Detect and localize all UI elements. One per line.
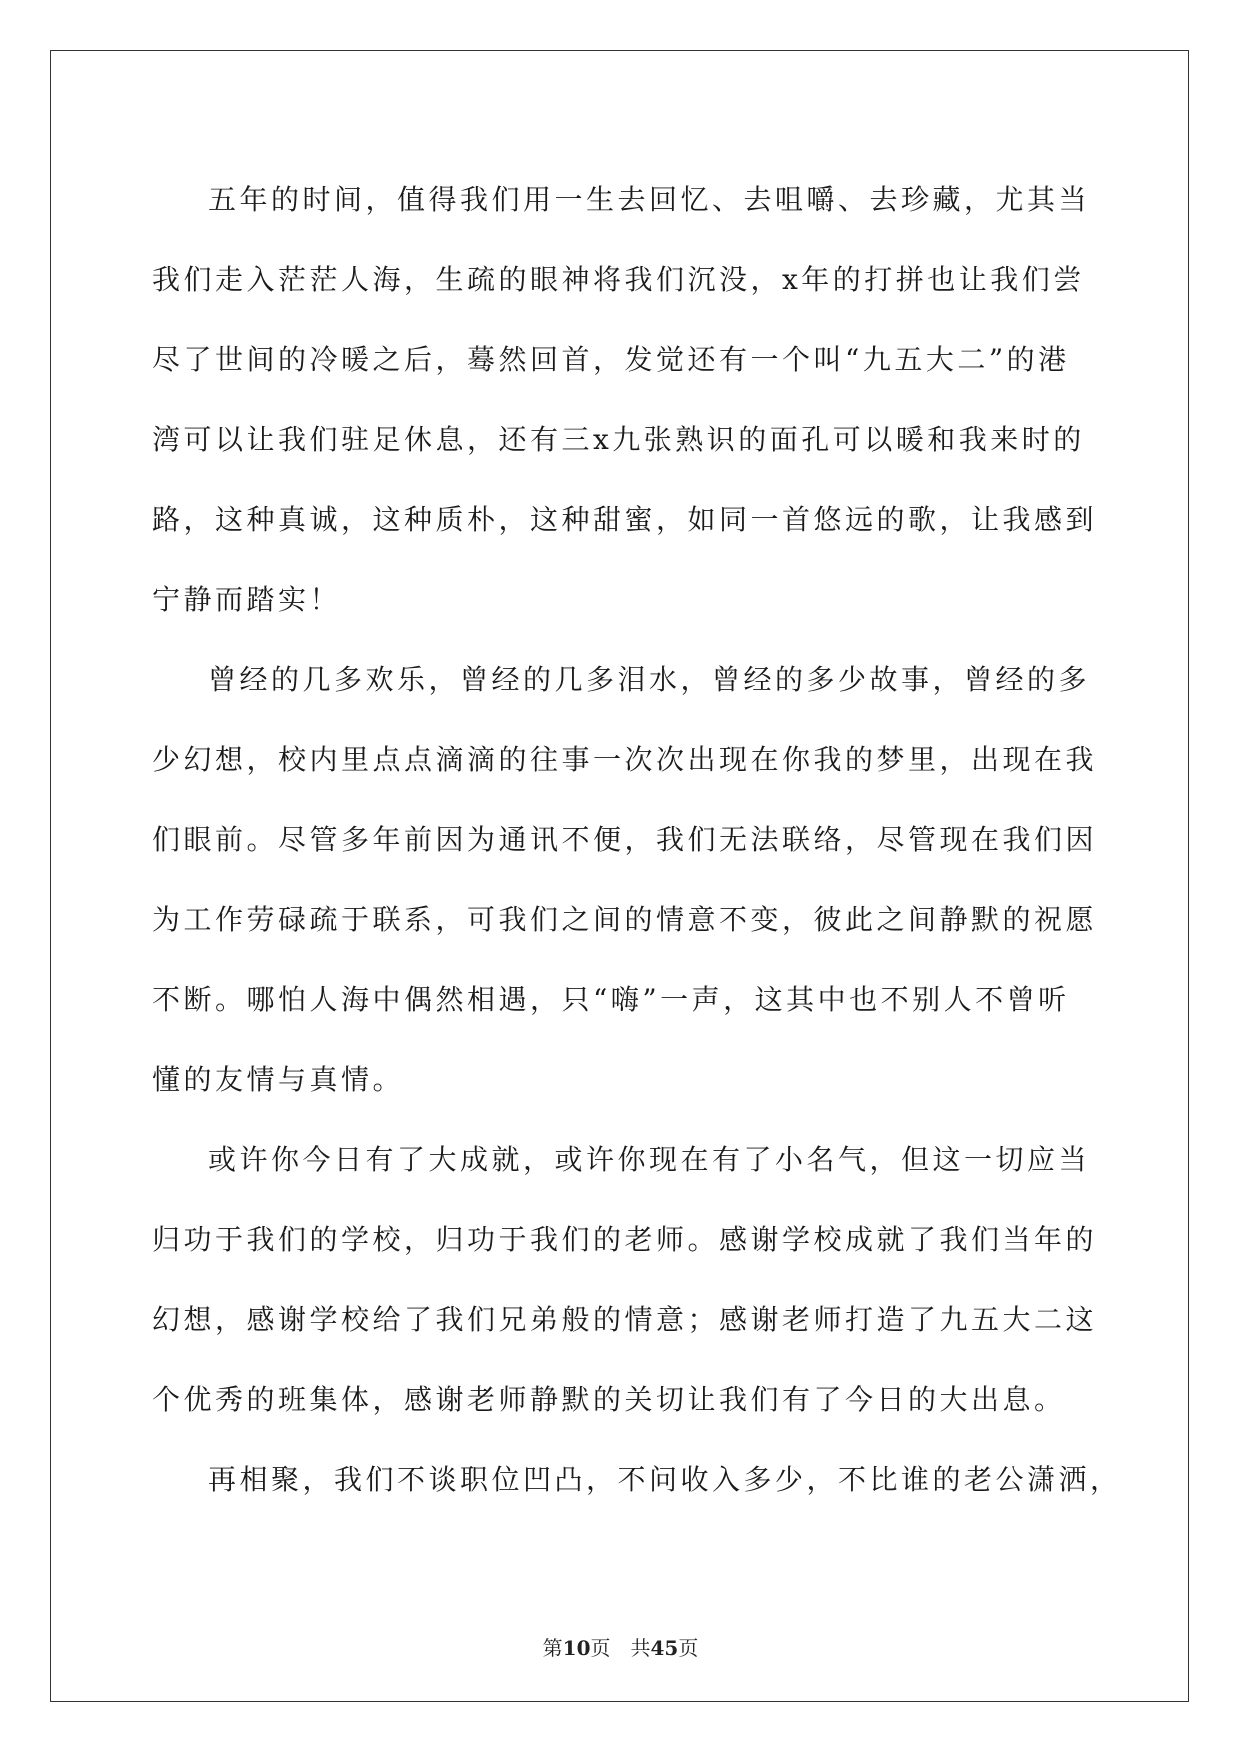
total-page-count: 45 <box>650 1636 679 1660</box>
text-line: 湾可以让我们驻足休息，还有三x九张熟识的面孔可以暖和我来时的 <box>152 423 1085 456</box>
text-line: 或许你今日有了大成就，或许你现在有了小名气，但这一切应当 <box>208 1143 1091 1176</box>
text-line: 不断。哪怕人海中偶然相遇，只“嗨”一声，这其中也不别人不曾听 <box>152 983 1070 1016</box>
page-label-suffix: 页 <box>590 1636 611 1660</box>
paragraph-3 <box>152 1120 1098 1440</box>
text-line: 再相聚，我们不谈职位凹凸，不问收入多少，不比谁的老公潇洒， <box>208 1463 1122 1496</box>
document-body <box>152 160 1122 1520</box>
text-line: 幻想，感谢学校给了我们兄弟般的情意；感谢老师打造了九五大二这 <box>152 1303 1098 1336</box>
paragraph-4 <box>152 1440 1122 1520</box>
total-label-prefix: 共 <box>630 1636 651 1660</box>
paragraph-1 <box>152 160 1098 640</box>
text-line: 们眼前。尽管多年前因为通讯不便，我们无法联络，尽管现在我们因 <box>152 823 1098 856</box>
page-label-prefix: 第 <box>542 1636 563 1660</box>
page-footer <box>0 1635 1241 1661</box>
text-line: 五年的时间，值得我们用一生去回忆、去咀嚼、去珍藏，尤其当 <box>208 183 1091 216</box>
text-line: 个优秀的班集体，感谢老师静默的关切让我们有了今日的大出息。 <box>152 1383 1066 1416</box>
text-line: 路，这种真诚，这种质朴，这种甜蜜，如同一首悠远的歌，让我感到 <box>152 503 1098 536</box>
text-line: 归功于我们的学校，归功于我们的老师。感谢学校成就了我们当年的 <box>152 1223 1098 1256</box>
text-line: 宁静而踏实！ <box>152 583 342 616</box>
text-line: 懂的友情与真情。 <box>152 1063 405 1096</box>
current-page-number: 10 <box>562 1636 591 1660</box>
text-line: 为工作劳碌疏于联系，可我们之间的情意不变，彼此之间静默的祝愿 <box>152 903 1098 936</box>
text-line: 尽了世间的冷暖之后，蓦然回首，发觉还有一个叫“九五大二”的港 <box>152 343 1070 376</box>
paragraph-2 <box>152 640 1098 1120</box>
total-label-suffix: 页 <box>678 1636 699 1660</box>
text-line: 我们走入茫茫人海，生疏的眼神将我们沉没，x年的打拼也让我们尝 <box>152 263 1085 296</box>
text-line: 曾经的几多欢乐，曾经的几多泪水，曾经的多少故事，曾经的多 <box>208 663 1091 696</box>
text-line: 少幻想，校内里点点滴滴的往事一次次出现在你我的梦里，出现在我 <box>152 743 1098 776</box>
